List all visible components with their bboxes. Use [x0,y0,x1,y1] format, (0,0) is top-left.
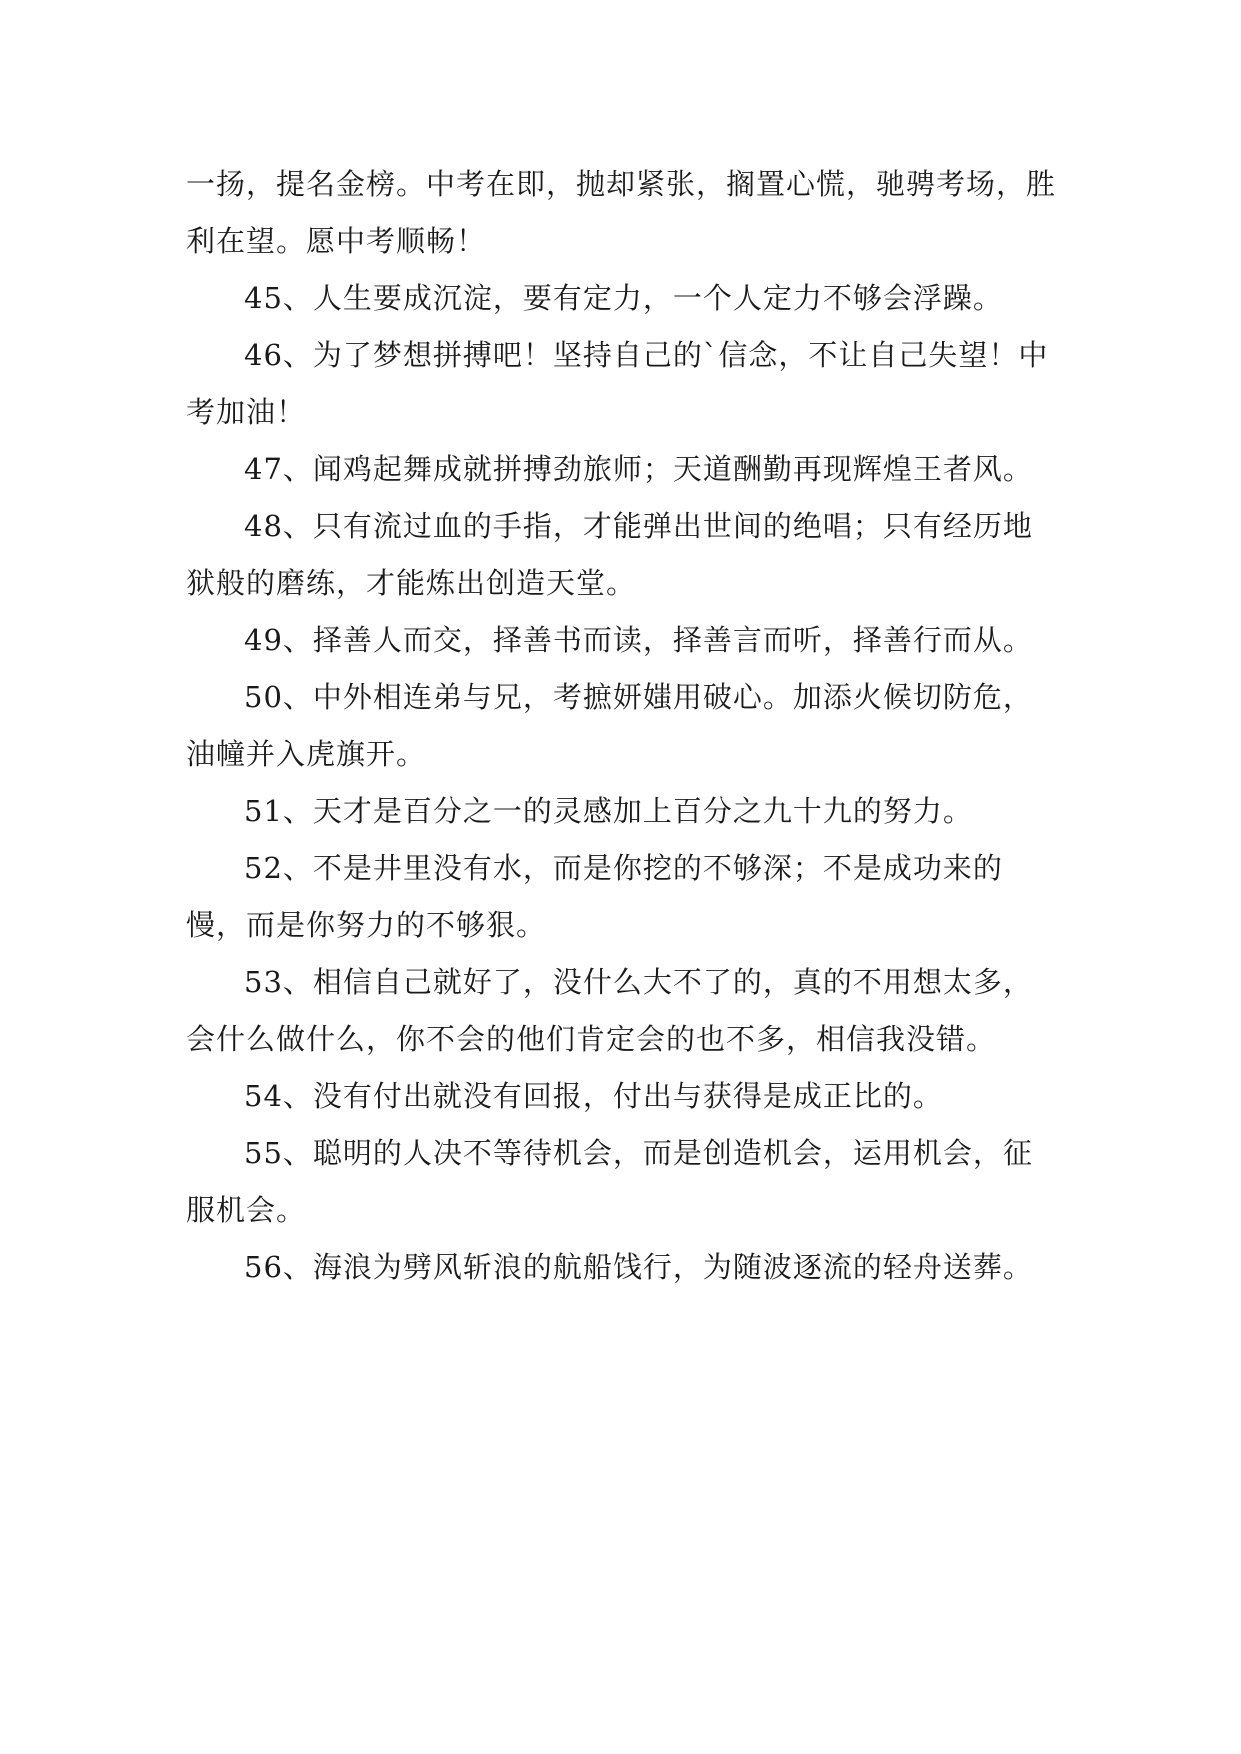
paragraph-54: 54、没有付出就没有回报，付出与获得是成正比的。 [244,1079,943,1113]
document-body [186,156,1056,1296]
paragraph-50: 50、中外相连弟与兄，考摭妍媸用破心。加添火候切防危，油幢并入虎旗开。 [186,680,1033,771]
paragraph-49: 49、择善人而交，择善书而读，择善言而听，择善行而从。 [244,623,1033,657]
paragraph-48: 48、只有流过血的手指，才能弹出世间的绝唱；只有经历地狱般的磨练，才能炼出创造天堂。 [186,509,1033,600]
paragraph-56: 56、海浪为劈风斩浪的航船饯行，为随波逐流的轻舟送葬。 [244,1250,1033,1284]
paragraph-47: 47、闻鸡起舞成就拼搏劲旅师；天道酬勤再现辉煌王者风。 [244,452,1033,486]
paragraph-53: 53、相信自己就好了，没什么大不了的，真的不用想太多，会什么做什么，你不会的他们肯定会的也不多，相信我没错。 [186,965,1033,1056]
paragraph-continuation: 一扬，提名金榜。中考在即，抛却紧张，搁置心慌，驰骋考场，胜利在望。愿中考顺畅！ [186,167,1057,258]
paragraph-46: 46、为了梦想拼搏吧！坚持自己的`信念，不让自己失望！中考加油！ [186,338,1049,429]
paragraph-52: 52、不是井里没有水，而是你挖的不够深；不是成功来的慢，而是你努力的不够狠。 [186,851,1003,942]
paragraph-51: 51、天才是百分之一的灵感加上百分之九十九的努力。 [244,794,973,828]
paragraph-45: 45、人生要成沉淀，要有定力，一个人定力不够会浮躁。 [244,281,1003,315]
paragraph-55: 55、聪明的人决不等待机会，而是创造机会，运用机会，征服机会。 [186,1136,1033,1227]
